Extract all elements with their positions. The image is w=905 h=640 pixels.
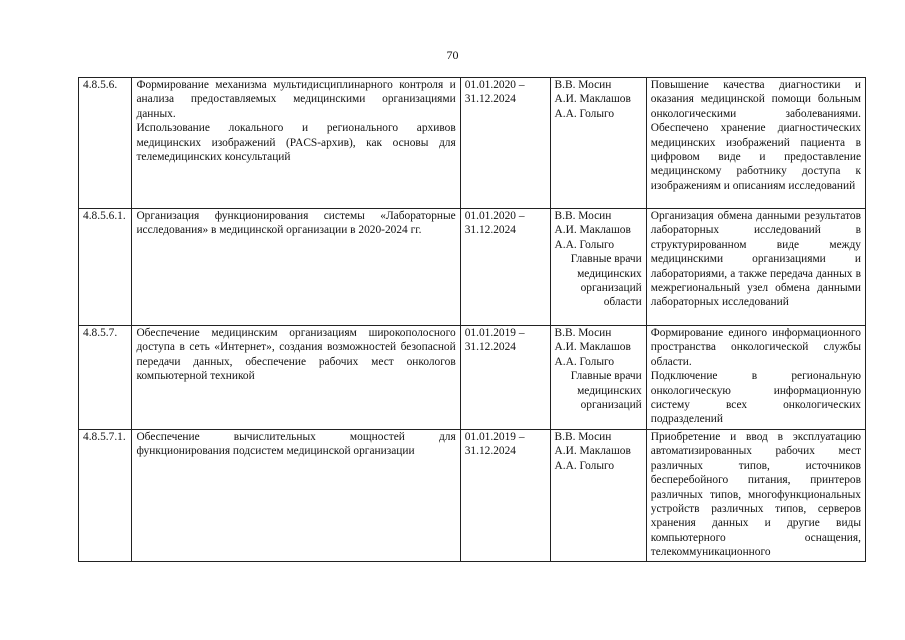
term-start: 01.01.2019 – xyxy=(464,431,525,443)
responsible-person: А.А. Голыго xyxy=(554,107,615,120)
responsible-person: А.А. Голыго xyxy=(554,238,615,251)
term-cell xyxy=(460,326,550,430)
item-number-cell xyxy=(79,326,132,430)
activities-table xyxy=(78,77,866,562)
term-end: 31.12.2024 xyxy=(464,224,516,237)
result-cell xyxy=(646,209,865,326)
item-number: 4.8.5.6. xyxy=(83,79,118,91)
responsible-person: А.И. Маклашов xyxy=(554,224,631,237)
responsible-group: Главные врачи медицинских организаций области xyxy=(570,253,642,309)
item-number-cell xyxy=(79,78,132,209)
responsible-person: А.И. Маклашов xyxy=(554,93,631,106)
responsible-person: В.В. Мосин xyxy=(554,210,612,222)
item-number: 4.8.5.6.1. xyxy=(83,210,126,222)
event-cell xyxy=(132,326,460,430)
item-number: 4.8.5.7.1. xyxy=(83,431,126,443)
term-start: 01.01.2020 – xyxy=(464,79,525,91)
event-text: Организация функционирования системы «Лабораторные исследования» в медицинской организации в 2020-2024 гг. xyxy=(136,210,456,237)
responsible-cell xyxy=(550,209,646,326)
event-cell xyxy=(132,430,460,562)
item-number: 4.8.5.7. xyxy=(83,327,118,339)
event-cell xyxy=(132,209,460,326)
responsible-cell xyxy=(550,78,646,209)
responsible-person: В.В. Мосин xyxy=(554,79,612,91)
term-start: 01.01.2020 – xyxy=(464,210,525,222)
responsible-person: А.И. Маклашов xyxy=(554,341,631,354)
event-text: Обеспечение медицинским организациям широкополосного доступа в сеть «Интернет», создания возможностей безопасной передачи данных, обеспечение рабочих мест онкологов компьютерной техникой xyxy=(136,327,456,383)
table-row xyxy=(79,430,866,562)
event-text: Обеспечение вычислительных мощностей для функционирования подсистем медицинской организации xyxy=(136,431,456,458)
table-row xyxy=(79,326,866,430)
term-end: 31.12.2024 xyxy=(464,341,516,354)
table-row xyxy=(79,209,866,326)
page-number: 70 xyxy=(446,48,459,62)
event-text: Формирование механизма мультидисциплинарного контроля и анализа предоставляемых медицинскими организациями данных. xyxy=(136,79,456,120)
result-cell xyxy=(646,78,865,209)
responsible-cell xyxy=(550,430,646,562)
responsible-cell xyxy=(550,326,646,430)
result-cell xyxy=(646,430,865,562)
result-text: Формирование единого информационного пространства онкологической службы области. xyxy=(650,327,861,368)
result-text: Повышение качества диагностики и оказания медицинской помощи больным онкологическими заболеваниями. Обеспечено хранение диагностических медицинских изображений пациента в цифровом виде и предоставление медицинскому работнику доступа к изображениям и описаниям исследований xyxy=(650,79,861,192)
responsible-person: В.В. Мосин xyxy=(554,431,612,443)
item-number-cell xyxy=(79,209,132,326)
responsible-person: А.А. Голыго xyxy=(554,459,615,472)
responsible-person: В.В. Мосин xyxy=(554,327,612,339)
result-text: Подключение в региональную онкологическую информационную систему всех онкологических подразделений xyxy=(650,370,861,426)
term-end: 31.12.2024 xyxy=(464,93,516,106)
responsible-person: А.А. Голыго xyxy=(554,355,615,368)
event-text: Использование локального и регионального архивов медицинских изображений (PACS-архив), как основы для телемедицинских консультаций xyxy=(136,122,456,164)
table-row xyxy=(79,78,866,209)
result-text: Приобретение и ввод в эксплуатацию автоматизированных рабочих мест различных типов, источников бесперебойного питания, принтеров различных типов, многофункциональных устройств различных типов, серверов хранения данных и другие виды компьютерного оснащения, телекоммуникационного xyxy=(650,431,861,559)
responsible-person: А.И. Маклашов xyxy=(554,445,631,458)
item-number-cell xyxy=(79,430,132,562)
term-cell xyxy=(460,430,550,562)
term-start: 01.01.2019 – xyxy=(464,327,525,339)
term-cell xyxy=(460,78,550,209)
event-cell xyxy=(132,78,460,209)
result-cell xyxy=(646,326,865,430)
term-cell xyxy=(460,209,550,326)
result-text: Организация обмена данными результатов лабораторных исследований в структурированном виде между медицинскими организациями и лабораториями, а также передача данных в межрегиональный узел обмена данными лабораторных исследований xyxy=(650,210,861,309)
responsible-group: Главные врачи медицинских организаций xyxy=(570,370,642,412)
term-end: 31.12.2024 xyxy=(464,445,516,458)
